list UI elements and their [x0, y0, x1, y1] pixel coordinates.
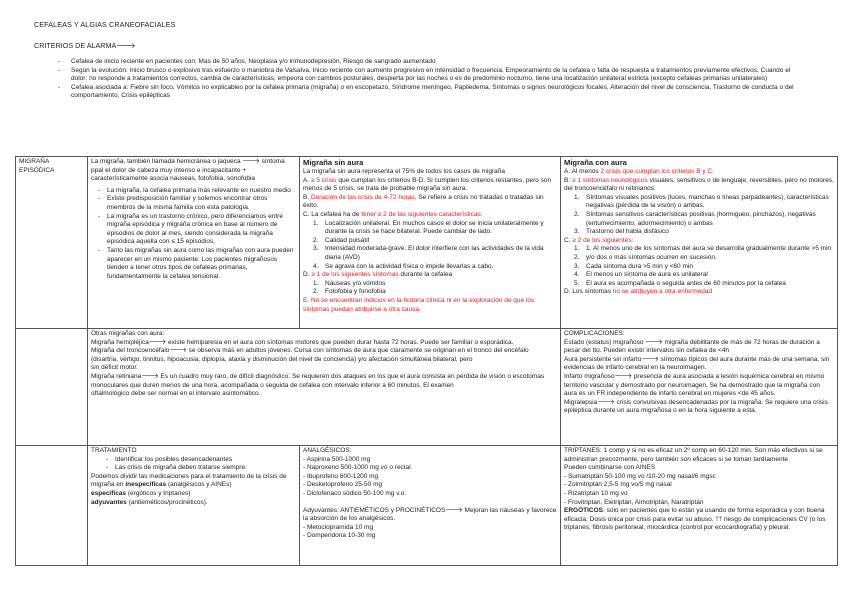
list-item: - Domperidona 10-30 mg: [303, 532, 376, 540]
list-item-text: 1. Al menos uno de los síntomas del aura se desarrolla gradualmente durante >5 min: [586, 245, 832, 253]
migraine-with-aura-cell: [561, 157, 838, 329]
highlight-text: no se atribuyen a otra enfermedad: [612, 288, 713, 296]
list-item: 3. Cada síntoma dura >5 min y <60 min: [574, 262, 693, 270]
criterion-b: [564, 177, 834, 194]
list-item-text: Fotofobia y fonofobia: [325, 288, 386, 296]
list-item: - Rizatriptan 10 mg vo: [564, 489, 628, 497]
bold-text: especificas: [91, 489, 127, 497]
alarm-criteria-list: [58, 58, 798, 101]
paragraph: [91, 499, 296, 508]
criterion-prefix: A. Al menos: [564, 168, 601, 175]
list-item: - Frovitriptan, Eletriptán, Almotriptán, Naratriptán: [564, 498, 704, 506]
paragraph: Migraña retiniana🡒 Es un cuadro muy raro, de difícil diagnóstico. Se requieren dos ataques en los que el aura consista en pérdida de visión o escotomas monoculares que duren menos de una hora, acompañada o seguida de cefalea con intervalo inferior a 60 minutos. El examen: [91, 372, 545, 389]
paragraph: COMPLICACIONES:: [564, 330, 625, 337]
list-item: 1. Náuseas y/o vómitos: [313, 279, 386, 287]
paragraph: Estado (estatus) migrañoso 🡒 migraña debilitante de más de 72 horas de duración a pesar del tto. Pueden existir intervalos sin cefalea de <4h: [564, 338, 820, 355]
list-item-text: Trastorno del habla disfásico: [586, 228, 669, 236]
list-item-text: Se agrava con la actividad física o impide llevarlas a cabo.: [325, 262, 494, 270]
criterion-d: [564, 288, 834, 297]
criterion-prefix: D.: [303, 271, 312, 279]
list-item: - Cefalea de inicio reciente en pacientes con: Mas de 50 años, Neoplasia y/o inmunodepresión, Riesgo de sangrado aumentado: [58, 58, 798, 67]
list-item-text: Síntomas sensitivos características positivas (hormigueo, pinchazos), negativas (entumecimiento, adormecimiento) o ambas: [586, 210, 816, 227]
list-item-text: El menos un síntoma de aura es unilateral: [586, 271, 708, 279]
list-item: - Zolmitriptán 2,5-5 mg vo/5 mg nasal: [564, 481, 672, 489]
criterion-prefix: C.: [564, 236, 573, 244]
list-item-text: Calidad pulsátil: [325, 236, 370, 244]
criterion-a: [564, 168, 834, 177]
paragraph: [91, 490, 296, 499]
migraine-description-cell: [88, 157, 300, 329]
list-item-text: Náuseas y/o vómitos: [325, 279, 386, 287]
criterion-text: . Se refiere a crisis no tratadas o tratadas sin éxito.: [303, 193, 544, 210]
list-item: - Cefalea asociada a: Fiebre sin foco, Vómitos no explicables por la cefalea primaria (migraña) o en escopetazo, Síndrome meníngeo, Papiledema, Síntomas o signos neurológicos focales, Alteración del nivel de consciencia, Trastorno de conducta o del comportamiento, Crisis epilépticas: [58, 84, 798, 101]
highlight-text: ≥ 5 crisis: [310, 176, 337, 184]
list-item: 2. Fotofobia y fonofobia: [313, 288, 386, 296]
paragraph: Migraña del troncoencéfalo🡒 se observa más en adultos jóvenes. Cursa con síntomas de aura que claramente se originan en el tronco del encéfalo (disartria, vértigo, tinnitus, hipoacusia, diplopía, ataxia y disminución del nivel de conciencia) y/o afectación simultánea bilateral, pero: [91, 347, 529, 363]
list-item: - Tanto las migrañas sin aura como las migrañas con aura pueden aparecer en un mismo paciente. Los pacientes migrañosos tienden a tener otros tipos de cefaleas primarias, fundamentalmente la cefalea tensional.: [91, 247, 296, 281]
paragraph-text: : solo en pacientes que lo están ya usando de forma esporádica y con buena eficacia. Dosis única por crisis para evitar su abuso. 🡑🡑 riesgo de complicaciones CV (o los triptanes, fibrosis peritoneal, miocárdica (control por ecocardiografía) y pleural.: [564, 507, 826, 532]
migraine-intro: La migraña, también llamada hemicránea o jaqueca 🡒 síntoma ppal el dolor de cabeza muy intenso e incapacitante + característicamente asocia nauseas, fotofobia, sonofobia: [91, 158, 285, 183]
list-item-text: El aura es acompañada o seguida antes de 60 minutos por la cefalea: [586, 279, 786, 287]
paragraph: Infarto migrañoso🡒 presencia de aura asociada a lesión isquémica cerebral en mismo territorio vascular y demostrado por neuroimagen. Se ha demostrado que la migraña con aura es un FR independiente de infarto cerebral en mujeres <de 45 años.: [564, 372, 825, 398]
paragraph: Aura persistente sin infarto🡒 síntomas típicos del aura durante más de una semana, sin evidencias de infarto cerebral en la neuroimagen.: [564, 355, 830, 372]
list-item: - Identificar los posibles desencadenantes: [99, 456, 296, 465]
list-item: 2. Calidad pulsátil: [313, 236, 370, 244]
criterion-prefix: D. Los síntomas: [564, 288, 613, 296]
paragraph: Migralepsia🡒 crisis convulsivas desencadenadas por la migraña. Se requiere una crisis epiléptica durante un aura migrañosa o en la hora siguiente a esta.: [564, 398, 828, 415]
list-item: 4. Se agrava con la actividad física o impide llevarlas a cabo.: [313, 262, 494, 270]
list-item: - Diclofenaco sódico 50-100 mg v.o.: [303, 489, 407, 497]
list-item: 1. Síntomas visuales positivos (luces, manchas o líneas parpadeantes), características negativas (pérdida de la visión) o ambas.: [574, 193, 829, 210]
criterion-prefix: B.: [303, 193, 311, 201]
highlight-text: tener ≥ 2 de las siguientes características:: [361, 210, 483, 218]
highlight-text: 2 crisis que cumplan los criterios B y C.: [600, 168, 714, 175]
section-heading: Migraña con aura: [564, 158, 627, 167]
criterion-e: E. No se encuentran indicios en la historia clínica ni en la exploración de que los síntomas puedan atribuirse a otra causa.: [303, 296, 535, 313]
treatment-list: [91, 456, 296, 473]
highlight-text: ≥ 2 de los siguientes:: [572, 236, 634, 244]
list-item-text: y/o dos o más síntomas ocurren en sucesión.: [586, 253, 717, 261]
list-item: - Existe predisposición familiar y solemos encontrar otros miembros de la misma familia con esta patología.: [91, 195, 296, 212]
list-item: 2. Síntomas sensitivos características positivas (hormigueo, pinchazos), negativas (entumecimiento, adormecimiento) o ambas: [574, 210, 816, 227]
list-item: 1. Localización unilateral. En muchos casos el dolor se inicia unilateralmente y durante la crisis se hace bilateral. Puede cambiar de lado.: [313, 219, 544, 236]
empty-cell: [16, 446, 88, 566]
list-item: - La migraña, la cefalea primaria más relevante en nuestro medio: [91, 187, 296, 196]
criterion-b-list: [564, 194, 834, 237]
list-item: - Sumatriptán 50-100 mg vo /10-20 mg nasal/6 mgsc: [564, 472, 716, 480]
triptans-cell: [561, 446, 838, 566]
list-item: 3. Trastorno del habla disfásico: [574, 228, 669, 236]
bold-text: inespecíficas: [125, 481, 167, 489]
empty-cell: [16, 329, 88, 446]
paragraph-text: (antieméticos/procinéticos).: [126, 498, 208, 506]
paragraph: sin déficit motor.: [91, 364, 138, 372]
section-heading: ANALGÉSICOS:: [303, 447, 352, 454]
table-row: [16, 157, 838, 329]
section-intro: La migraña sin aura representa el 75% de todos los casos de migraña: [303, 168, 505, 175]
list-item: - Naproxeno 500-1000 mg vo o rectal: [303, 464, 411, 472]
highlight-text: Duración de las crisis de 4-72 horas: [310, 193, 415, 201]
bold-text: ERGÓTICOS: [564, 507, 604, 515]
list-item: - Las crisis de migraña deben tratarse siempre.: [99, 464, 296, 473]
criterion-d: [303, 271, 557, 280]
document-title: CEFALEAS Y ALGIAS CRANEOFACIALES: [34, 20, 176, 29]
list-item: - Desketoprofeno 25-50 mg: [303, 481, 383, 489]
section-heading: TRIPTANES: 1 comp y si no es eficaz un 2º comp en 60-120 min. Son más efectivos si se administran precozmente, pero también son eficaces si se toman tardíamente: [564, 447, 823, 463]
bold-text: adyuvantes: [91, 498, 127, 506]
list-item: 2. y/o dos o más síntomas ocurren en sucesión.: [574, 253, 717, 261]
paragraph: Migraña hemipléjica🡒 existe hemiparesia en el aura con síntomas motores que pueden durar hasta 72 horas. Puede ser familiar o esporádica.: [91, 338, 514, 346]
highlight-text: ≥ 1 de los siguientes síntomas: [311, 271, 399, 279]
analgesics-cell: [300, 446, 561, 566]
criterion-b: [303, 194, 557, 211]
list-item-text: Intensidad moderada-grave. El dolor interfiere con las actividades de la vida diaria (AVD): [325, 245, 544, 261]
criterion-prefix: B.: [564, 176, 572, 184]
list-item: 3. Intensidad moderada-grave. El dolor interfiere con las actividades de la vida diaria (AVD): [313, 245, 544, 261]
migraine-table: [15, 156, 838, 566]
paragraph: Adyuvantes: ANTIEMÉTICOS y PROCINÉTICOS🡒 Mejoran las náuseas y favorece la absorción de los analgésicos.: [303, 506, 557, 523]
list-item: - Metoclopramida 10 mg: [303, 523, 374, 531]
criterion-a: [303, 177, 557, 194]
paragraph: Otras migrañas con aura:: [91, 330, 165, 337]
criterion-c-list: [564, 245, 834, 288]
criterion-text: visuales, sensitivos o de lenguaje, reversibles, pero no motores, del troncoencéfalo ni retinianos:: [564, 176, 834, 193]
list-item-text: Cada síntoma dura >5 min y <60 min: [586, 262, 693, 270]
paragraph-text: (analgésicos y AINEs): [166, 481, 232, 489]
list-item: 1. 1. Al menos uno de los síntomas del aura se desarrolla gradualmente durante >5 min: [574, 245, 832, 253]
migraine-points: [91, 187, 296, 282]
paragraph: [564, 507, 834, 533]
list-item: - Aspirina 500-1000 mg: [303, 455, 371, 463]
paragraph-text: Podemos dividir las medicaciones para el tratamiento de la crisis de migraña en: [91, 472, 287, 489]
criterion-text: durante la cefalea: [398, 271, 453, 279]
list-item: - Ibuprofeno 600-1200 mg: [303, 472, 379, 480]
other-migraines-cell: [88, 329, 561, 446]
paragraph: [91, 473, 296, 490]
paragraph: oftalmológico debe ser normal en el intervalo asintomático.: [91, 390, 261, 398]
list-item: 5. El aura es acompañada o seguida antes de 60 minutos por la cefalea: [574, 279, 786, 287]
criterion-c: [564, 237, 834, 246]
list-item-text: Localización unilateral. En muchos casos el dolor se inicia unilateralmente y durante la crisis se hace bilateral. Puede cambiar de lado.: [325, 219, 544, 236]
list-item: 4. El menos un síntoma de aura es unilateral: [574, 271, 708, 279]
section-heading: Migraña sin aura: [303, 158, 364, 167]
section-heading: TRATAMIENTO: [91, 447, 137, 454]
criterion-d-list: [303, 280, 557, 297]
list-item: - La migraña es un trastorno crónico, pero diferenciamos entre migraña episódica y migraña crónica en base al número de episodios de dolor al mes, siendo considerada la migraña episódica aquella con ≤ 15 episodios.: [91, 213, 296, 247]
table-row: [16, 329, 838, 446]
migraine-without-aura-cell: [300, 157, 561, 329]
row-label: MIGRAÑA EPISÓDICA: [16, 157, 88, 329]
list-item: - Según la evolución: Inicio brusco o explosivo tras esfuerzo o maniobra de Valsalva, Inicio reciente con aumento progresivo en intensidad o frecuencia, Empeoramiento de la cefalea o falta de respuesta a tratamientos previamente efectivos, Cuando el dolor: no responde a tratamientos correctos, cambia de características, empeora con cambios posturales, despierta por las noches o es de predominio nocturno, tiene una localización unilateral estricta (excepto cefaleas primarias unilaterales): [58, 67, 798, 84]
highlight-text: ≥ 1 síntomas neurológicos: [571, 176, 648, 184]
criterion-prefix: A.: [303, 176, 311, 184]
alarm-criteria-heading: CRITERIOS DE ALARMA🡒: [34, 41, 136, 50]
treatment-cell: [88, 446, 300, 566]
list-item-text: Síntomas visuales positivos (luces, manchas o líneas parpadeantes), características negativas (pérdida de la visión) o ambas.: [586, 193, 829, 210]
criterion-c: [303, 211, 557, 220]
paragraph: Pueden combinarse con AINES: [564, 464, 656, 472]
complications-cell: [561, 329, 838, 446]
criterion-prefix: C. La cefalea ha de: [303, 210, 362, 218]
table-row: [16, 446, 838, 566]
criterion-c-list: [303, 220, 557, 272]
criterion-text: que cumplan los criterios B-D. Si cumplen los criterios restantes, pero son menos de 5 crisis, se trata de probable migraña sin aura.: [303, 176, 552, 193]
paragraph-text: (ergóticos y triptanes): [126, 489, 191, 497]
